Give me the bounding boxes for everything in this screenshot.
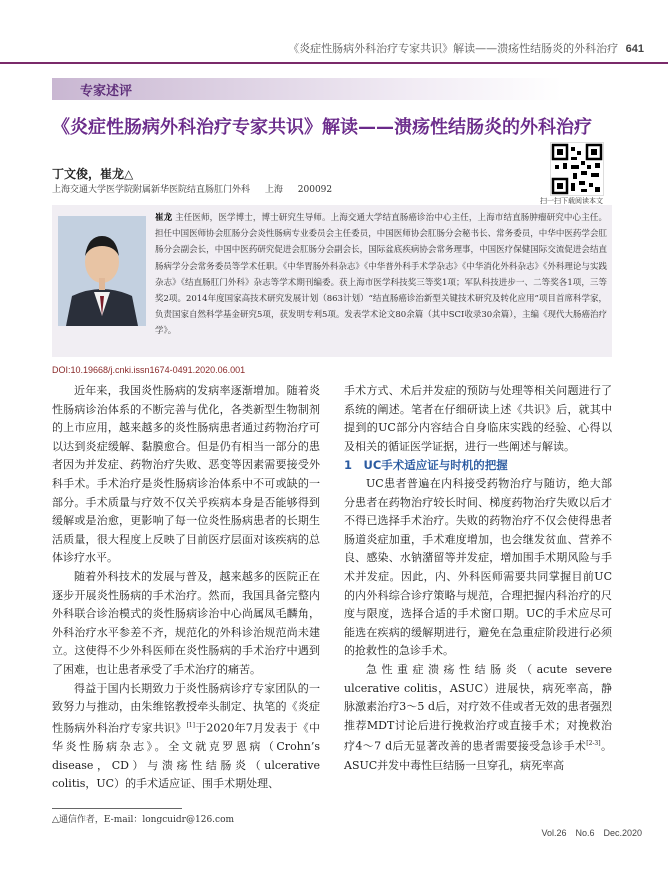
volume-info: Vol.26 No.6 Dec.2020 xyxy=(541,828,642,838)
paragraph-text: 于2020年7月发表于《中华炎性肠病杂志》。全文就克罗恩病（Crohn’s disease，CD）与溃疡性结肠炎（ulcerative colitis，UC）的手术适应证、围手术期处理、 xyxy=(52,721,321,791)
paragraph: UC患者普遍在内科接受药物治疗与随访，绝大部分患者在药物治疗较长时间、梯度药物治疗失败以后才不得已选择手术治疗。失败的药物治疗不仅会使得患者肠道炎症加重，手术难度增加，也会继发贫血、营养不良、感染、水钠潴留等并发症，增加围手术期风险与手术并发症。因此，内、外科医师需要共同掌握目前UC的内外科综合诊疗策略与规范，合理把握内科治疗的尺度与限度，选择合适的手术窗口期。UC的手术应尽可能选在疾病的缓解期进行，避免在急重症阶段进行必须的抢救性的急诊手术。 xyxy=(344,476,612,658)
paragraph-text: 得益于国内长期致力于炎性肠病诊疗专家团队的一致努力与推动，由朱维铭教授牵头制定、执笔的《炎症性肠病外科治疗专家共识》 xyxy=(52,681,320,735)
article-title: 《炎症性肠病外科治疗专家共识》解读——溃疡性结肠炎的外科治疗 xyxy=(52,117,592,138)
affiliation-institution: 上海交通大学医学院附属新华医院结直肠肛门外科 xyxy=(52,185,251,195)
paragraph: 近年来，我国炎性肠病的发病率逐渐增加。随着炎性肠病诊治体系的不断完善与优化，各类新型生物制剂的上市应用，越来越多的炎性肠病患者通过药物治疗可以达到炎症缓解、黏膜愈合。但是仍有相当一部分的患者因为并发症、药物治疗失败、恶变等因素需要接受外科手术。手术治疗是炎性肠病诊治体系中不可或缺的一部分。手术质量与疗效不仅关乎疾病本身是否能够得到缓解或是治愈，更影响了每一位炎性肠病患者的长期生活质量，很大程度上反映了目前医疗层面对该疾病的总体诊疗水平。 xyxy=(52,384,320,565)
footnote-rule xyxy=(52,808,182,809)
body-column-left xyxy=(52,382,320,794)
running-head xyxy=(288,40,644,56)
footnote: △通信作者，E-mail：longcuidr@126.com xyxy=(52,815,235,825)
paragraph-text: 。ASUC并发中毒性巨结肠一旦穿孔，病死率高 xyxy=(344,739,612,772)
section-tag xyxy=(52,78,562,100)
doi[interactable]: DOI:10.19668/j.cnki.issn1674-0491.2020.06.001 xyxy=(52,365,246,375)
citation-ref[interactable]: [2-3] xyxy=(586,740,601,748)
affiliation xyxy=(52,182,344,195)
running-head-title: 《炎症性肠病外科治疗专家共识》解读——溃疡性结肠炎的外科治疗 xyxy=(288,42,619,55)
paragraph-text: 急性重症溃疡性结肠炎（acute severe ulcerative colitis，ASUC）进展快，病死率高，静脉激素治疗3～5 d后，对疗效不佳或者无效的患者强烈推荐MDT讨论后进行挽救治疗或直接手术；对挽救治疗4～7 d后无显著改善的患者需要接受急诊手术 xyxy=(344,662,612,753)
affiliation-zip: 200092 xyxy=(297,185,333,195)
author-bio xyxy=(155,210,607,340)
paragraph: 随着外科技术的发展与普及，越来越多的医院正在逐步开展炎性肠病的手术治疗。然而，我国具备完整内外科联合诊治模式的炎性肠病诊治中心尚属凤毛麟角，外科治疗水平参差不齐，规范化的外科诊治规范尚未建立。这使得不少外科医师在炎性肠病的手术治疗中遇到了困难，也让患者承受了手术治疗的痛苦。 xyxy=(52,569,320,676)
paragraph xyxy=(52,680,320,794)
author-photo xyxy=(58,216,146,326)
qr-code-icon[interactable] xyxy=(550,142,604,196)
citation-ref[interactable]: [1] xyxy=(186,721,195,729)
header-rule xyxy=(0,62,668,64)
qr-caption: 扫一扫下载阅读本文 xyxy=(540,197,603,205)
affiliation-city: 上海 xyxy=(264,185,283,195)
paragraph: 手术方式、术后并发症的预防与处理等相关问题进行了系统的阐述。笔者在仔细研读上述《共识》后，就其中提到的UC部分内容结合自身临床实践的经验、心得以及相关的循证医学证据，进行一些阐述与解读。 xyxy=(344,384,612,453)
section-heading: 1 UC手术适应证与时机的把握 xyxy=(344,458,508,473)
body-column-right xyxy=(344,382,612,775)
paragraph xyxy=(344,661,612,775)
page-number: 641 xyxy=(625,43,644,55)
bio-name: 崔龙 xyxy=(155,213,173,223)
bio-text: 主任医师，医学博士，博士研究生导师。上海交通大学结直肠癌诊治中心主任，上海市结直肠肿瘤研究中心主任。担任中国医师协会肛肠分会炎性肠病专业委员会主任委员，中国医师协会肛肠分会秘书长、常务委员，中华中医药学会肛肠分会副会长，中国中医药研究促进会肛肠分会副会长，国际盆底疾病协会常务理事，中国医疗保健国际交流促进会结直肠病学分会常务委员等学术任职。《中华胃肠外科杂志》《中华普外科手术学杂志》《中华消化外科杂志》《外科理论与实践杂志》《结直肠肛门外科》杂志等学术期刊编委。获上海市医学科技奖三等奖1项；军队科技进步一、二等奖各1项，三等奖2项。2014年度国家高技术研究发展计划（863计划）“结直肠癌诊治新型关键技术研究及转化应用”项目首席科学家，负责国家自然科学基金研究5项，获发明专利5项。发表学术论文80余篇（其中SCI收录30余篇），主编《现代大肠癌治疗学》。 xyxy=(155,213,607,337)
authors: 丁文俊，崔龙△ xyxy=(52,167,134,181)
section-tag-label: 专家述评 xyxy=(80,84,133,99)
